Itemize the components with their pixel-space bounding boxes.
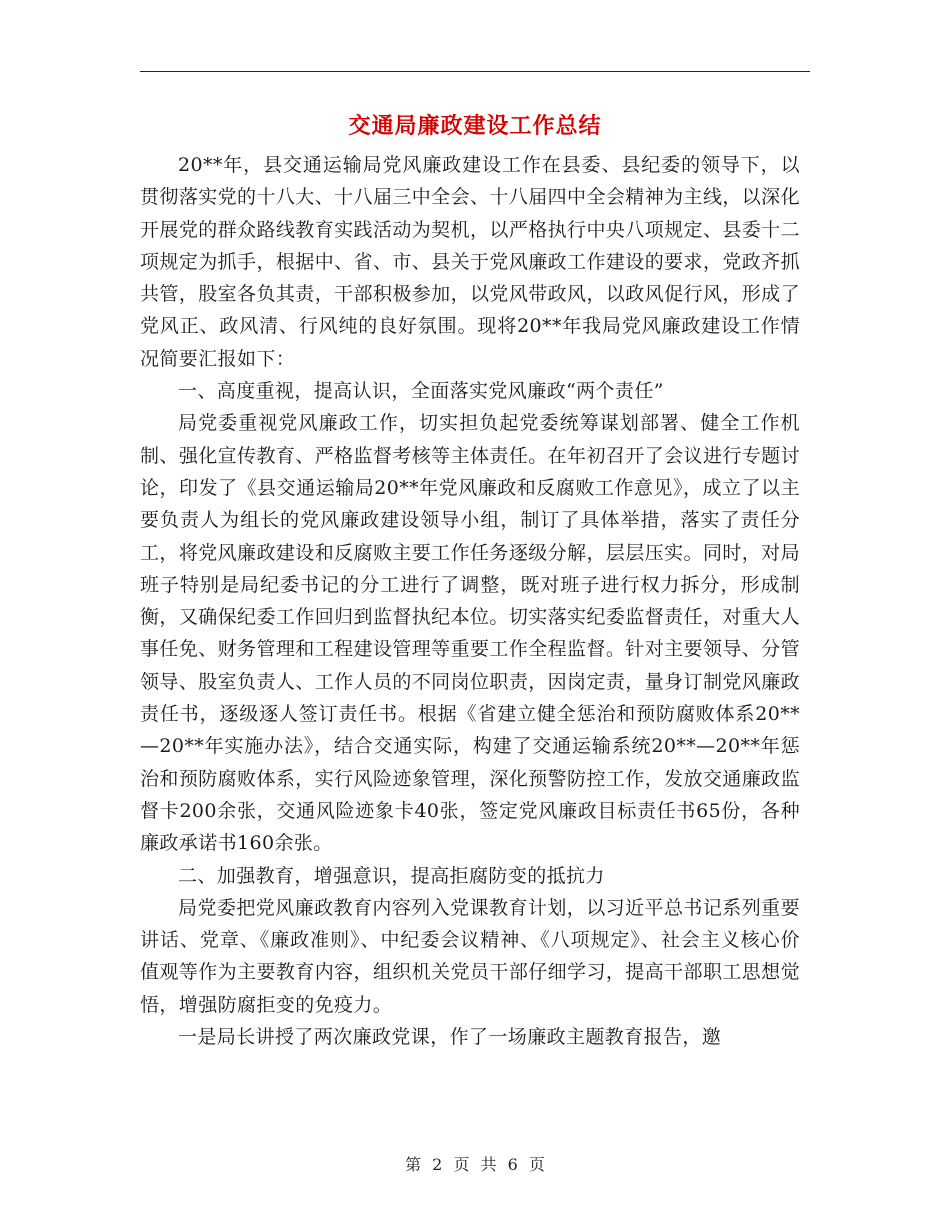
- page-number: 第 2 页 共 6 页: [405, 1155, 545, 1174]
- paragraph-section-2: 局党委把党风廉政教育内容列入党课教育计划，以习近平总书记系列重要讲话、党章、《廉政准则》、中纪委会议精神、《八项规定》、社会主义核心价值观等作为主要教育内容，组织机关党员干部仔细学习，提高干部职工思想觉悟，增强防腐拒变的免疫力。: [140, 896, 800, 1016]
- paragraph-intro: 20**年，县交通运输局党风廉政建设工作在县委、县纪委的领导下，以贯彻落实党的十八大、十八届三中全会、十八届四中全会精神为主线，以深化开展党的群众路线教育实践活动为契机，以严格执行中央八项规定、县委十二项规定为抓手，根据中、省、市、县关于党风廉政工作建设的要求，党政齐抓共管，股室各负其责，干部积极参加，以党风带政风，以政风促行风，形成了党风正、政风清、行风纯的良好氛围。现将20**年我局党风廉政建设工作情况简要汇报如下：: [140, 154, 800, 370]
- section-heading-2: 二、加强教育，增强意识，提高拒腐防变的抵抗力: [178, 864, 605, 887]
- paragraph-section-2-item-1: 一是局长讲授了两次廉政党课，作了一场廉政主题教育报告，邀: [178, 1026, 722, 1049]
- section-heading-1: 一、高度重视，提高认识，全面落实党风廉政“两个责任”: [178, 380, 664, 403]
- paragraph-section-1: 局党委重视党风廉政工作，切实担负起党委统筹谋划部署、健全工作机制、强化宣传教育、严格监督考核等主体责任。在年初召开了会议进行专题讨论，印发了《县交通运输局20**年党风廉政和反腐败工作意见》，成立了以主要负责人为组长的党风廉政建设领导小组，制订了具体举措，落实了责任分工，将党风廉政建设和反腐败主要工作任务逐级分解，层层压实。同时，对局班子特别是局纪委书记的分工进行了调整，既对班子进行权力拆分，形成制衡，又确保纪委工作回归到监督执纪本位。切实落实纪委监督责任，对重大人事任免、财务管理和工程建设管理等重要工作全程监督。针对主要领导、分管领导、股室负责人、工作人员的不同岗位职责，因岗定责，量身订制党风廉政责任书，逐级逐人签订责任书。根据《省建立健全惩治和预防腐败体系20**—20**年实施办法》，结合交通实际，构建了交通运输系统20**—20**年惩治和预防腐败体系，实行风险迹象管理，深化预警防控工作，发放交通廉政监督卡200余张，交通风险迹象卡40张，签定党风廉政目标责任书65份，各种廉政承诺书160余张。: [140, 412, 800, 855]
- document-body: [140, 149, 800, 1053]
- header-rule: [140, 71, 810, 72]
- document-title: 交通局廉政建设工作总结: [348, 113, 602, 139]
